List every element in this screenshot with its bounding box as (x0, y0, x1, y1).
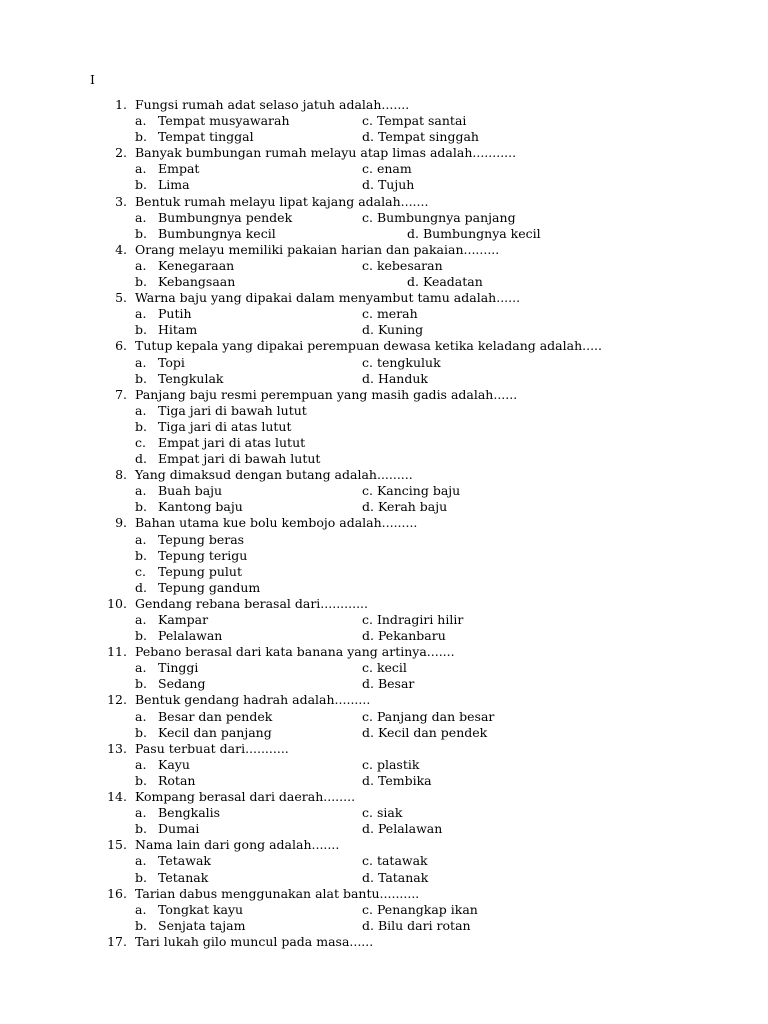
option-letter: b. (135, 724, 147, 740)
answer-option-row (0, 821, 768, 837)
option-text: Tepung gandum (158, 579, 261, 595)
option-text: Putih (158, 306, 192, 322)
question-number: 4. (115, 241, 127, 257)
question-7 (0, 387, 768, 403)
answer-option-row (0, 918, 768, 934)
question-text: Pasu terbuat dari........... (135, 740, 289, 756)
question-10 (0, 596, 768, 612)
question-number: 6. (115, 338, 127, 354)
question-text: Yang dimaksud dengan butang adalah......... (135, 467, 413, 483)
question-12 (0, 692, 768, 708)
answer-option-row (0, 403, 768, 419)
answer-option-row (0, 435, 768, 451)
answer-option-row (0, 161, 768, 177)
option-text-right: d. Tujuh (362, 177, 415, 193)
option-text: Kampar (158, 612, 209, 627)
option-text-right: d. Bilu dari rotan (362, 917, 471, 933)
option-text-right: c. tatawak (362, 853, 428, 869)
question-number: 8. (115, 467, 127, 483)
option-text: Tepung pulut (158, 563, 242, 579)
question-text: Tutup kepala yang dipakai perempuan dewasa ketika keladang adalah..... (135, 338, 602, 354)
option-letter: a. (135, 113, 147, 129)
option-text: Tetanak (158, 869, 209, 885)
option-letter: b. (135, 370, 147, 386)
question-11 (0, 644, 768, 660)
option-text: Senjata tajam (158, 917, 246, 933)
option-text: Buah baju (158, 483, 223, 499)
question-17 (0, 934, 768, 950)
answer-option-row (0, 853, 768, 869)
option-letter: a. (135, 612, 147, 627)
question-number: 16. (107, 885, 127, 901)
question-text: Banyak bumbungan rumah melayu atap limas adalah........... (135, 145, 517, 161)
answer-option-row (0, 419, 768, 435)
question-number: 9. (115, 515, 127, 531)
answer-option-row (0, 709, 768, 725)
option-text: Kebangsaan (158, 274, 236, 290)
option-text-right: d. Tatanak (362, 869, 429, 885)
option-letter: a. (135, 805, 147, 821)
option-text-right: d. Pelalawan (362, 821, 443, 837)
question-number: 14. (107, 789, 127, 805)
answer-option-row (0, 451, 768, 467)
option-letter: b. (135, 628, 147, 644)
question-3 (0, 194, 768, 210)
option-letter: a. (135, 209, 147, 225)
option-text-right: c. siak (362, 805, 403, 821)
question-15 (0, 837, 768, 853)
option-text-right: d. Handuk (362, 370, 428, 386)
question-text: Orang melayu memiliki pakaian harian dan pakaian......... (135, 241, 500, 257)
answer-option-row (0, 580, 768, 596)
answer-option-row (0, 355, 768, 371)
question-14 (0, 789, 768, 805)
question-text: Gendang rebana berasal dari............ (135, 595, 368, 611)
option-letter: b. (135, 274, 147, 290)
option-text-right: c. kebesaran (362, 257, 443, 273)
option-letter: a. (135, 531, 147, 547)
option-letter: a. (135, 306, 147, 322)
option-letter: b. (135, 177, 147, 193)
option-text-right: d. Kerah baju (362, 499, 448, 515)
option-text: Kantong baju (158, 499, 243, 515)
question-text: Bahan utama kue bolu kembojo adalah......... (135, 515, 418, 531)
question-number: 11. (107, 644, 127, 660)
option-text: Besar dan pendek (158, 708, 273, 724)
option-text: Tepung beras (158, 531, 245, 547)
answer-option-row (0, 129, 768, 145)
option-text-right: c. Bumbungnya panjang (362, 209, 516, 225)
answer-option-row (0, 676, 768, 692)
option-letter: b. (135, 772, 147, 788)
question-number: 3. (115, 193, 127, 209)
option-text-right: d. Kuning (362, 322, 424, 338)
option-letter: a. (135, 756, 147, 772)
option-text: Empat jari di atas lutut (158, 434, 306, 450)
question-text: Fungsi rumah adat selaso jatuh adalah....... (135, 97, 410, 112)
option-text: Lima (158, 177, 190, 193)
option-text-right: d. Bumbungnya kecil (407, 225, 541, 241)
option-text-right: d. Keadatan (407, 274, 483, 290)
option-letter: b. (135, 225, 147, 241)
option-text-right: c. Kancing baju (362, 483, 461, 499)
option-letter: b. (135, 129, 147, 145)
option-letter: a. (135, 402, 147, 418)
question-number: 7. (115, 386, 127, 402)
question-text: Tarian dabus menggunakan alat bantu.......... (135, 885, 420, 901)
option-text-right: d. Besar (362, 676, 415, 692)
option-text: Tongkat kayu (158, 901, 244, 917)
question-number: 12. (107, 692, 127, 708)
answer-option-row (0, 628, 768, 644)
option-text-right: c. merah (362, 306, 418, 322)
option-text-right: c. Tempat santai (362, 113, 467, 129)
answer-option-row (0, 258, 768, 274)
option-text: Kayu (158, 756, 190, 772)
question-number: 5. (115, 290, 127, 306)
option-text: Kenegaraan (158, 257, 235, 273)
answer-option-row (0, 612, 768, 628)
answer-option-row (0, 805, 768, 821)
option-text-right: c. tengkuluk (362, 354, 441, 370)
question-number: 1. (115, 97, 127, 112)
question-text: Tari lukah gilo muncul pada masa...... (135, 933, 374, 949)
question-text: Nama lain dari gong adalah....... (135, 837, 340, 853)
answer-option-row (0, 564, 768, 580)
answer-option-row (0, 210, 768, 226)
answer-option-row (0, 725, 768, 741)
option-letter: b. (135, 676, 147, 692)
option-text-right: c. Penangkap ikan (362, 901, 478, 917)
answer-option-row (0, 113, 768, 129)
option-letter: d. (135, 579, 147, 595)
option-letter: b. (135, 322, 147, 338)
option-text-right: d. Kecil dan pendek (362, 724, 488, 740)
option-text: Dumai (158, 821, 200, 837)
question-13 (0, 741, 768, 757)
option-text: Tiga jari di atas lutut (158, 418, 292, 434)
option-letter: b. (135, 821, 147, 837)
option-text: Tetawak (158, 853, 211, 869)
option-text-right: d. Pekanbaru (362, 628, 446, 644)
option-letter: a. (135, 708, 147, 724)
option-text: Bumbungnya pendek (158, 209, 293, 225)
question-text: Panjang baju resmi perempuan yang masih gadis adalah...... (135, 386, 518, 402)
option-text: Topi (158, 354, 185, 370)
option-letter: b. (135, 418, 147, 434)
option-text: Bumbungnya kecil (158, 225, 276, 241)
option-letter: b. (135, 917, 147, 933)
question-4 (0, 242, 768, 258)
question-text: Pebano berasal dari kata banana yang artinya....... (135, 644, 455, 660)
option-text: Pelalawan (158, 628, 223, 644)
option-letter: c. (135, 563, 146, 579)
option-text: Tempat musyawarah (158, 113, 290, 129)
question-number: 13. (107, 740, 127, 756)
option-text: Tepung terigu (158, 547, 248, 563)
question-8 (0, 467, 768, 483)
answer-option-row (0, 548, 768, 564)
answer-option-row (0, 773, 768, 789)
question-9 (0, 515, 768, 531)
option-text: Tengkulak (158, 370, 224, 386)
option-letter: a. (135, 161, 147, 177)
answer-option-row (0, 870, 768, 886)
option-text-right: c. Indragiri hilir (362, 612, 464, 627)
option-text: Hitam (158, 322, 198, 338)
answer-option-row (0, 274, 768, 290)
option-text: Tempat tinggal (158, 129, 254, 145)
option-letter: c. (135, 434, 146, 450)
option-text: Empat jari di bawah lutut (158, 451, 321, 467)
question-5 (0, 290, 768, 306)
question-2 (0, 145, 768, 161)
option-letter: a. (135, 483, 147, 499)
option-letter: a. (135, 853, 147, 869)
question-list (0, 97, 768, 950)
question-16 (0, 886, 768, 902)
answer-option-row (0, 177, 768, 193)
option-text-right: c. enam (362, 161, 412, 177)
option-letter: a. (135, 660, 147, 676)
question-text: Kompang berasal dari daerah........ (135, 789, 356, 805)
option-letter: b. (135, 547, 147, 563)
question-1 (0, 97, 768, 113)
option-text-right: d. Tembika (362, 772, 432, 788)
option-text: Rotan (158, 772, 196, 788)
option-text: Sedang (158, 676, 206, 692)
option-text: Tiga jari di bawah lutut (158, 402, 307, 418)
option-letter: a. (135, 901, 147, 917)
option-text: Kecil dan panjang (158, 724, 272, 740)
option-letter: b. (135, 499, 147, 515)
answer-option-row (0, 306, 768, 322)
question-number: 2. (115, 145, 127, 161)
option-text: Empat (158, 161, 200, 177)
answer-option-row (0, 660, 768, 676)
answer-option-row (0, 902, 768, 918)
question-number: 17. (107, 933, 127, 949)
question-text: Bentuk gendang hadrah adalah......... (135, 692, 371, 708)
question-number: 10. (107, 595, 127, 611)
option-letter: b. (135, 869, 147, 885)
question-text: Bentuk rumah melayu lipat kajang adalah....... (135, 193, 429, 209)
option-text-right: c. Panjang dan besar (362, 708, 495, 724)
answer-option-row (0, 322, 768, 338)
option-text-right: d. Tempat singgah (362, 129, 479, 145)
option-text: Tinggi (158, 660, 199, 676)
answer-option-row (0, 371, 768, 387)
question-text: Warna baju yang dipakai dalam menyambut tamu adalah...... (135, 290, 521, 306)
answer-option-row (0, 532, 768, 548)
question-6 (0, 338, 768, 354)
section-marker: I (90, 72, 95, 87)
answer-option-row (0, 226, 768, 242)
answer-option-row (0, 499, 768, 515)
option-letter: d. (135, 451, 147, 467)
option-text-right: c. plastik (362, 756, 420, 772)
question-number: 15. (107, 837, 127, 853)
option-letter: a. (135, 354, 147, 370)
option-letter: a. (135, 257, 147, 273)
answer-option-row (0, 757, 768, 773)
option-text-right: c. kecil (362, 660, 407, 676)
option-text: Bengkalis (158, 805, 221, 821)
answer-option-row (0, 483, 768, 499)
